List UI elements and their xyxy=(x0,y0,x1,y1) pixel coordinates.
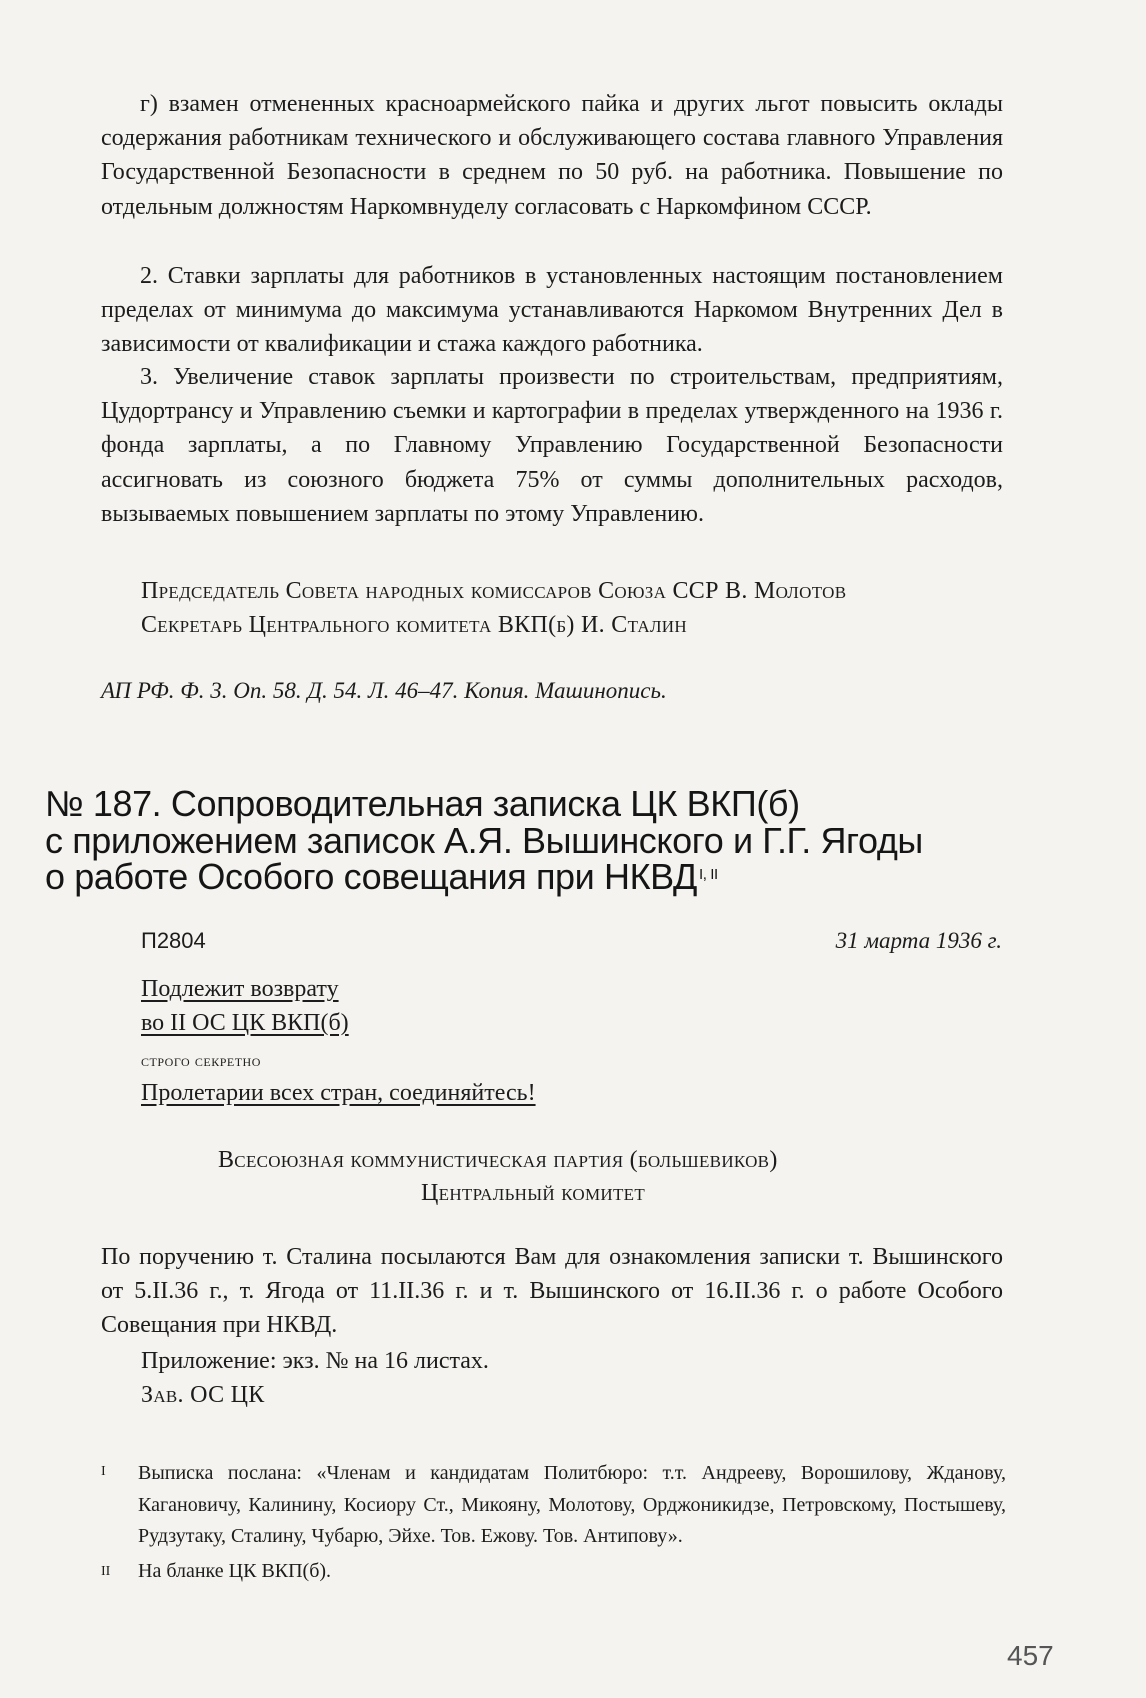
document-number: П2804 xyxy=(141,928,206,953)
attachment-line: Приложение: экз. № на 16 листах. xyxy=(141,1348,489,1374)
paragraph-2: 2. Ставки зарплаты для работников в установленных настоящим постановлением пределах от минимума до максимума устанавливаются Наркомом Внутренних Дел в зависимости от квалификации и стажа каждого работника. xyxy=(101,263,1003,358)
heading-line-2: с приложением записок А.Я. Вышинского и Г.Г. Ягоды xyxy=(45,819,923,861)
heading-line-3: о работе Особого совещания при НКВД $^{I, II}$ xyxy=(45,856,718,897)
stamp-return-line-1: Подлежит возврату xyxy=(141,976,339,1002)
footnote-mark-1: I xyxy=(101,1464,106,1479)
signoff: Зав. ОС ЦК xyxy=(141,1382,265,1408)
paragraph-3: 3. Увеличение ставок зарплаты произвести по строительствам, предприятиям, Цудортрансу и Управлению съемки и картографии в пределах утвержденного на 1936 г. фонда зарплаты, а по Главному Управлению Государственной Безопасности ассигновать из союзного бюджета 75% от суммы дополнительных расходов, вызываемых повышением зарплаты по этому Управлению. xyxy=(101,364,1003,527)
archive-reference: АП РФ. Ф. 3. Оп. 58. Д. 54. Л. 46–47. Копия. Машинопись. xyxy=(101,678,667,703)
paragraph-g: г) взамен отмененных красноармейского пайка и других льгот повысить оклады содержания работникам технического и обслуживающего состава главного Управления Государственной Безопасности в среднем по 50 руб. на работника. Повышение по отдельным должностям Наркомвнуделу согласовать с Наркомфином СССР. xyxy=(101,91,1003,220)
footnote-mark-2: II xyxy=(101,1564,111,1579)
cover-note-body: По поручению т. Сталина посылаются Вам для ознакомления записки т. Вышинского от 5.II.36 г., т. Ягода от 11.II.36 г. и т. Вышинского от 16.II.36 г. о работе Особого Совещания при НКВД. xyxy=(101,1244,1003,1339)
signature-molotov: Председатель Совета народных комиссаров Союза ССР В. Молотов xyxy=(141,578,847,604)
party-name: Всесоюзная коммунистическая партия (большевиков) xyxy=(218,1147,778,1173)
footnote-2: На бланке ЦК ВКП(б). xyxy=(138,1560,332,1582)
signature-stalin: Секретарь Центрального комитета ВКП(б) И. Сталин xyxy=(141,612,687,638)
footnote-1: Выписка послана: «Членам и кандидатам Политбюро: т.т. Андрееву, Ворошилову, Жданову, Кагановичу, Калинину, Косиору Ст., Микояну, Молотову, Орджоникидзе, Петровскому, Постышеву, Рудзутаку, Сталину, Чубарю, Эйхе. Тов. Ежову. Тов. Антипову». xyxy=(138,1462,1006,1547)
secrecy-label: строго секретно xyxy=(141,1051,261,1070)
page-number: 457 xyxy=(1007,1640,1054,1671)
document-date: 31 марта 1936 г. xyxy=(835,928,1002,953)
heading-footnote-marks: I, II xyxy=(698,866,718,883)
heading-line-1: № 187. Сопроводительная записка ЦК ВКП(б) xyxy=(45,783,800,824)
document-heading xyxy=(45,783,1045,897)
committee-name: Центральный комитет xyxy=(421,1180,646,1206)
party-slogan: Пролетарии всех стран, соединяйтесь! xyxy=(141,1080,536,1106)
stamp-return-line-2: во II ОС ЦК ВКП(б) xyxy=(141,1010,349,1036)
